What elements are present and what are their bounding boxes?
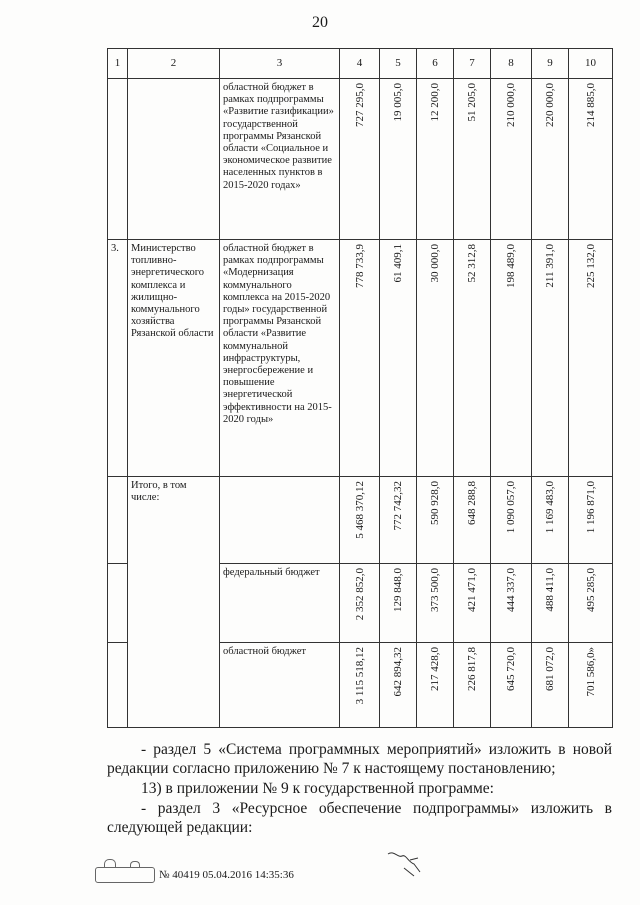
value-cell: 5 468 370,12 bbox=[340, 477, 380, 564]
value-cell: 772 742,32 bbox=[380, 477, 417, 564]
value-cell: 642 894,32 bbox=[380, 643, 417, 728]
value-cell: 52 312,8 bbox=[454, 240, 491, 477]
row-number-cell bbox=[108, 564, 128, 643]
value-cell: 701 586,0» bbox=[569, 643, 613, 728]
row-number-cell bbox=[108, 477, 128, 564]
value-cell: 373 500,0 bbox=[417, 564, 454, 643]
header-cell: 3 bbox=[220, 49, 340, 79]
value-cell: 220 000,0 bbox=[532, 79, 569, 240]
table-row bbox=[108, 79, 613, 240]
paragraph-item-13: 13) в приложении № 9 к государственной программе: bbox=[141, 780, 494, 797]
value-cell: 495 285,0 bbox=[569, 564, 613, 643]
value-cell: 217 428,0 bbox=[417, 643, 454, 728]
signature-mark bbox=[384, 846, 434, 882]
executor-cell: Итого, в том числе: bbox=[128, 477, 220, 728]
document-stamp bbox=[95, 864, 294, 886]
source-cell bbox=[220, 477, 340, 564]
value-cell: 12 200,0 bbox=[417, 79, 454, 240]
paragraph-section-3: - раздел 3 «Ресурсное обеспечение подпрограммы» изложить в следующей редакции: bbox=[107, 800, 612, 836]
value-cell: 198 489,0 bbox=[491, 240, 532, 477]
table-row bbox=[108, 477, 613, 564]
executor-cell: Министерство топливно-энергетического комплекса и жилищно-коммунального хозяйства Рязанской области bbox=[128, 240, 220, 477]
header-cell: 8 bbox=[491, 49, 532, 79]
value-cell: 590 928,0 bbox=[417, 477, 454, 564]
value-cell: 3 115 518,12 bbox=[340, 643, 380, 728]
value-cell: 61 409,1 bbox=[380, 240, 417, 477]
header-cell: 6 bbox=[417, 49, 454, 79]
building-logo-icon bbox=[95, 867, 155, 883]
budget-table bbox=[107, 48, 613, 728]
source-cell: федеральный бюджет bbox=[220, 564, 340, 643]
source-cell: областной бюджет в рамках подпрограммы «Развитие газификации» государственной программы Рязанской области «Социальное и экономическое развитие населенных пунктов в 2015-2020 годах» bbox=[220, 79, 340, 240]
value-cell: 226 817,8 bbox=[454, 643, 491, 728]
header-cell: 5 bbox=[380, 49, 417, 79]
header-cell: 4 bbox=[340, 49, 380, 79]
value-cell: 488 411,0 bbox=[532, 564, 569, 643]
table-header-row bbox=[108, 49, 613, 79]
value-cell: 51 205,0 bbox=[454, 79, 491, 240]
header-cell: 10 bbox=[569, 49, 613, 79]
source-cell: областной бюджет в рамках подпрограммы «Модернизация коммунального комплекса на 2015-2020 годы» государственной программы Рязанской области «Развитие коммунальной инфраструктуры, энергосбережение и повышение энергетической эффективности на 2015-2020 годы» bbox=[220, 240, 340, 477]
paragraph-section-5: - раздел 5 «Система программных мероприятий» изложить в новой редакции согласно приложению № 7 к настоящему постановлению; bbox=[107, 741, 612, 777]
page-number: 20 bbox=[312, 14, 328, 31]
value-cell: 1 169 483,0 bbox=[532, 477, 569, 564]
value-cell: 210 000,0 bbox=[491, 79, 532, 240]
value-cell: 444 337,0 bbox=[491, 564, 532, 643]
value-cell: 1 090 057,0 bbox=[491, 477, 532, 564]
value-cell: 778 733,9 bbox=[340, 240, 380, 477]
value-cell: 2 352 852,0 bbox=[340, 564, 380, 643]
value-cell: 225 132,0 bbox=[569, 240, 613, 477]
value-cell: 681 072,0 bbox=[532, 643, 569, 728]
row-number-cell bbox=[108, 643, 128, 728]
value-cell: 214 885,0 bbox=[569, 79, 613, 240]
row-number-cell: 3. bbox=[108, 240, 128, 477]
stamp-registration-text: № 40419 05.04.2016 14:35:36 bbox=[159, 869, 294, 881]
header-cell: 7 bbox=[454, 49, 491, 79]
value-cell: 129 848,0 bbox=[380, 564, 417, 643]
value-cell: 30 000,0 bbox=[417, 240, 454, 477]
value-cell: 1 196 871,0 bbox=[569, 477, 613, 564]
value-cell: 211 391,0 bbox=[532, 240, 569, 477]
header-cell: 1 bbox=[108, 49, 128, 79]
row-number-cell bbox=[108, 79, 128, 240]
value-cell: 19 005,0 bbox=[380, 79, 417, 240]
source-cell: областной бюджет bbox=[220, 643, 340, 728]
header-cell: 9 bbox=[532, 49, 569, 79]
value-cell: 421 471,0 bbox=[454, 564, 491, 643]
executor-cell bbox=[128, 79, 220, 240]
value-cell: 645 720,0 bbox=[491, 643, 532, 728]
table-row bbox=[108, 240, 613, 477]
value-cell: 648 288,8 bbox=[454, 477, 491, 564]
value-cell: 727 295,0 bbox=[340, 79, 380, 240]
header-cell: 2 bbox=[128, 49, 220, 79]
